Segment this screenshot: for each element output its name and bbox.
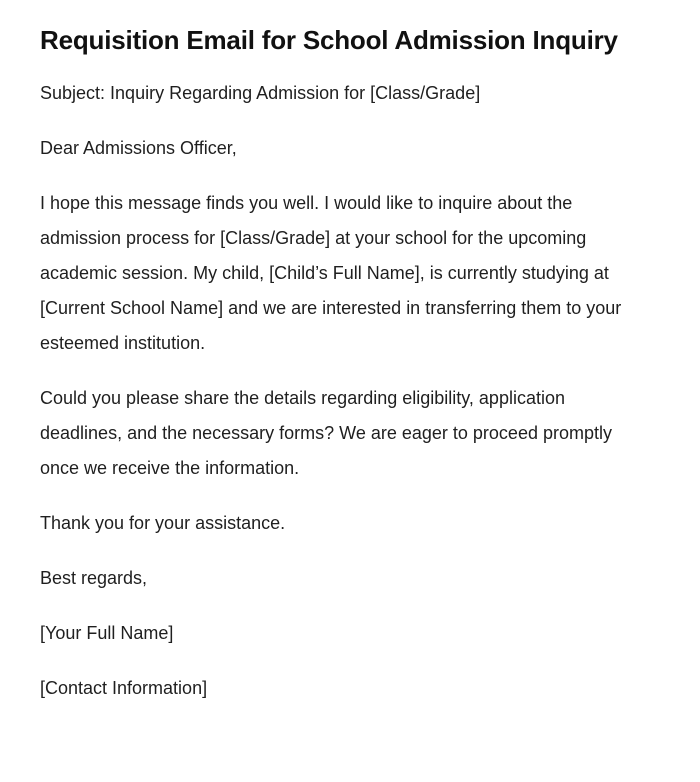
salutation: Dear Admissions Officer, (40, 138, 237, 158)
signature-contact-placeholder: [Contact Information] (40, 678, 208, 698)
body-paragraph-2: Could you please share the details regarding eligibility, application deadlines, and the necessary forms? We are eager to proceed promptly once we receive the information. (40, 388, 612, 478)
thanks-line: Thank you for your assistance. (40, 513, 286, 533)
page-title: Requisition Email for School Admission Inquiry (40, 25, 618, 55)
signature-name-placeholder: [Your Full Name] (40, 623, 174, 643)
subject-line: Subject: Inquiry Regarding Admission for [Class/Grade] (40, 83, 481, 103)
body-paragraph-1: I hope this message finds you well. I would like to inquire about the admission process for [Class/Grade] at your school for the upcoming academic session. My child, [Child’s Full Name], is currently studying at [Current School Name] and we are interested in transferring them to your esteemed institution. (40, 193, 622, 353)
closing-line: Best regards, (40, 568, 148, 588)
